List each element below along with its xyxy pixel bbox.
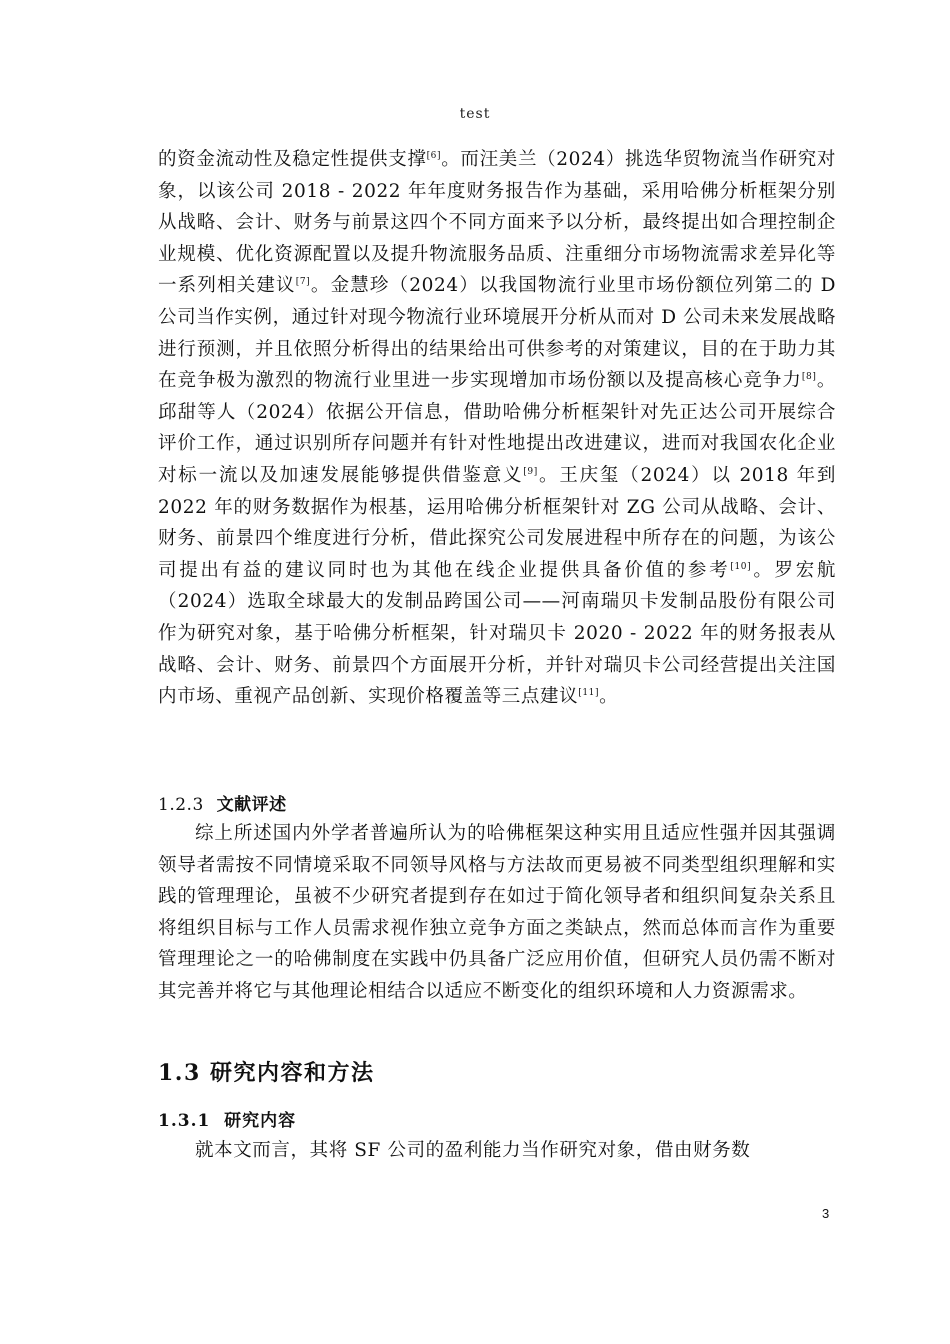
running-header: test (459, 106, 491, 122)
text-segment: 。王庆玺（2024）以 2018 年到 2022 年的财务数据作为根基，运用哈佛分析框架针对 ZG 公司从战略、会计、财务、前景四个维度进行分析，借此探究公司发展进程中所存在的问题，为该公司提出有益的建议同时也为其他在线企业提供具备价值的参考 (158, 464, 836, 581)
text-segment: 。金慧珍（2024）以我国物流行业里市场份额位列第二的 D 公司当作实例，通过针对现今物流行业环境展开分析从而对 D 公司未来发展战略进行预测，并且依照分析得出的结果给出可供参考的对策建议，目的在于助力其在竞争极为激烈的物流行业里进一步实现增加市场份额以及提高核心竞争力 (158, 275, 837, 392)
body-paragraph-literature (158, 144, 836, 713)
section-title: 研究内容 (224, 1111, 297, 1131)
section-number: 1.3.1 (158, 1111, 211, 1131)
body-paragraph-research-content: 就本文而言，其将 SF 公司的盈利能力当作研究对象，借由财务数 (195, 1140, 751, 1161)
section-number: 1.2.3 (158, 795, 204, 815)
section-heading-1-2-3 (158, 790, 287, 815)
section-heading-1-3 (158, 1056, 374, 1087)
text-segment: 。邱甜等人（2024）依据公开信息，借助哈佛分析框架针对先正达公司开展综合评价工作，通过识别所存问题并有针对性地提出改进建议，进而对我国农化企业对标一流以及加速发展能够提供借鉴意义 (158, 370, 836, 486)
section-heading-1-3-1 (158, 1106, 296, 1131)
text-segment: 。 (599, 686, 619, 708)
body-paragraph-review: 综上所述国内外学者普遍所认为的哈佛框架这种实用且适应性强并因其强调领导者需按不同情境采取不同领导风格与方法故而更易被不同类型组织理解和实践的管理理论，虽被不少研究者提到存在如过于简化领导者和组织间复杂关系且将组织目标与工作人员需求视作独立竞争方面之类缺点，然而总体而言作为重要管理理论之一的哈佛制度在实践中仍具备广泛应用价值，但研究人员仍需不断对其完善并将它与其他理论相结合以适应不断变化的组织环境和人力资源需求。 (158, 823, 836, 1002)
citation-ref: [10] (730, 561, 752, 572)
citation-ref: [11] (578, 687, 600, 698)
text-segment: 的资金流动性及稳定性提供支撑 (158, 149, 427, 170)
section-number: 1.3 (158, 1060, 201, 1086)
citation-ref: [7] (295, 277, 311, 288)
citation-ref: [8] (801, 372, 817, 382)
citation-ref: [9] (523, 466, 538, 477)
text-segment: 。而汪美兰（2024）挑选华贸物流当作研究对象，以该公司 2018 - 2022 年年度财务报告作为基础，采用哈佛分析框架分别从战略、会计、财务与前景这四个不同方面来予以分析，最终提出如合理控制企业规模、优化资源配置以及提升物流服务品质、注重细分市场物流需求差异化等一系列相关建议 (158, 149, 836, 297)
page-number: 3 (822, 1206, 830, 1221)
citation-ref: [6] (426, 150, 442, 161)
section-title: 研究内容和方法 (209, 1060, 375, 1086)
text-segment: 。罗宏航（2024）选取全球最大的发制品跨国公司——河南瑞贝卡发制品股份有限公司作为研究对象，基于哈佛分析框架，针对瑞贝卡 2020 - 2022 年的财务报表从战略、会计、财务、前景四个方面展开分析，并针对瑞贝卡公司经营提出关注国内市场、重视产品创新、实现价格覆盖等三点建议 (158, 559, 837, 708)
section-title: 文献评述 (216, 795, 287, 815)
